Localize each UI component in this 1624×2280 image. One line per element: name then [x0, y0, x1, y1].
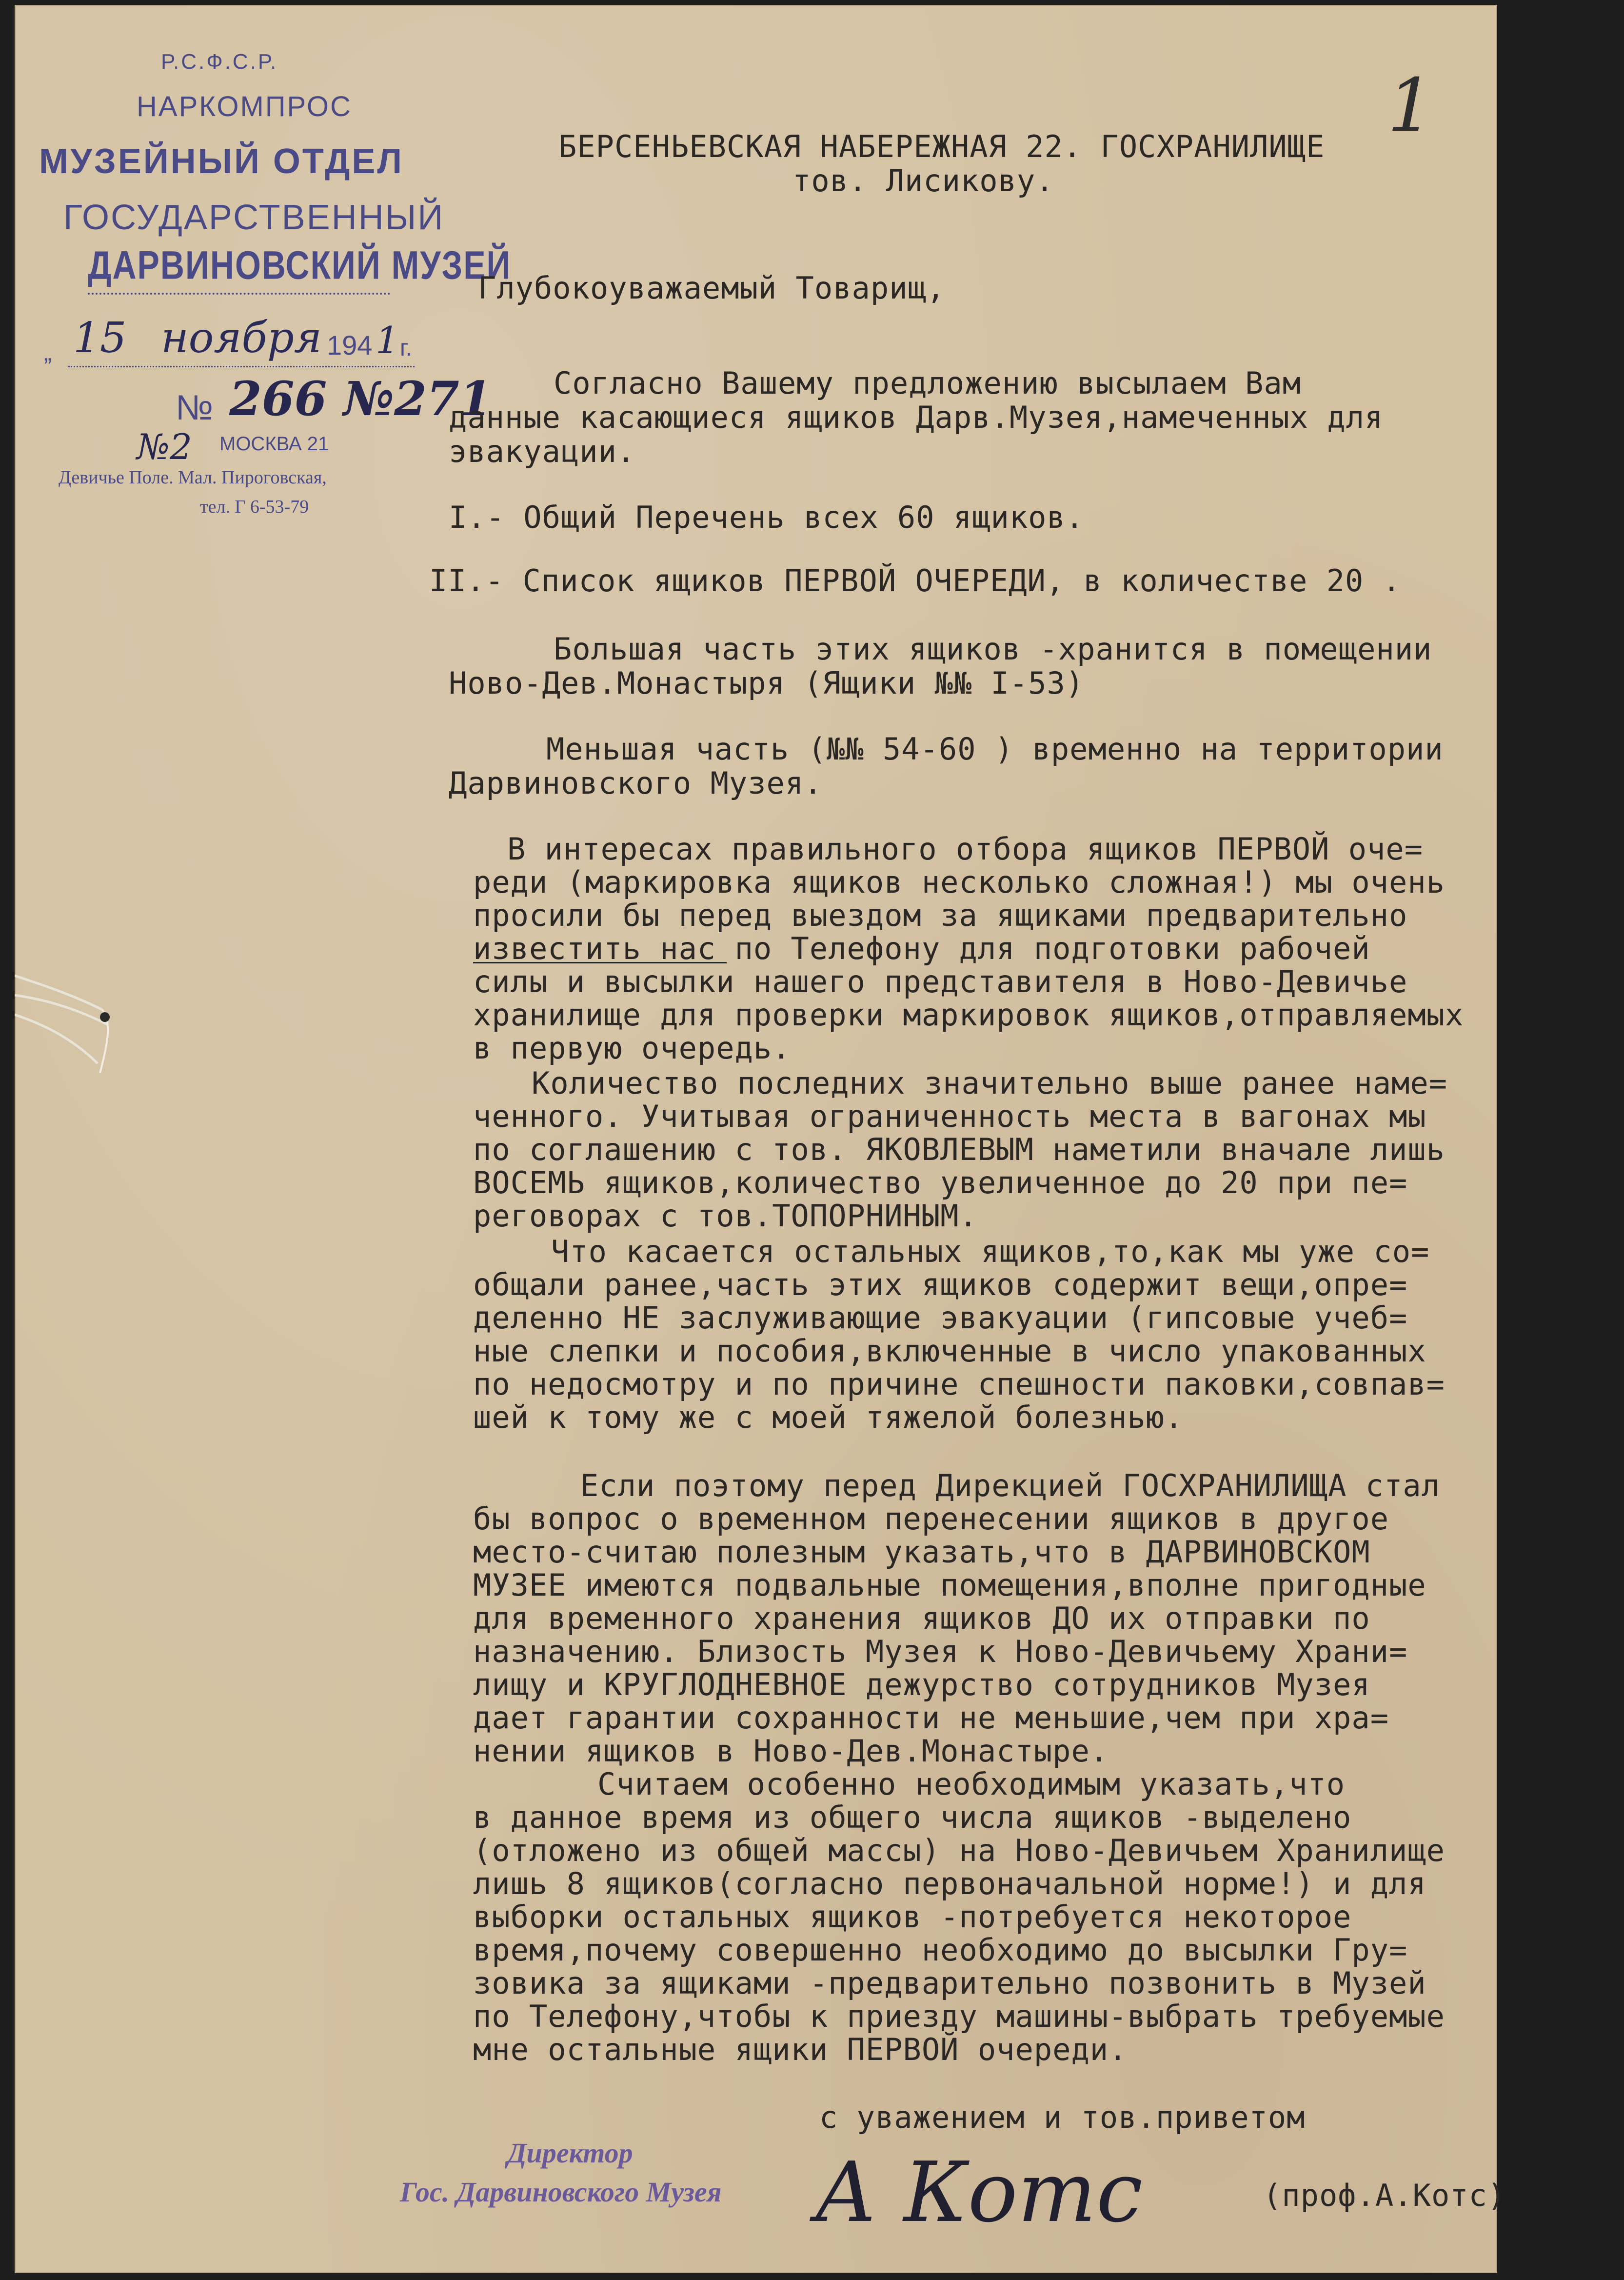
- stamp-address-line1: МОСКВА 21: [219, 433, 329, 455]
- addressee-line2: тов. Лисикову.: [792, 163, 1054, 199]
- body-line: силы и высылки нашего представителя в Ново-Девичье: [473, 964, 1408, 1000]
- body-line: Количество последних значительно выше ранее наме=: [532, 1065, 1448, 1101]
- body-line: бы вопрос о временном перенесении ящиков в другое: [473, 1501, 1389, 1537]
- body-line: место-считаю полезным указать,что в ДАРВИНОВСКОМ: [473, 1534, 1370, 1570]
- stamp-number-hand2: №2: [137, 426, 192, 467]
- document-page: [15, 5, 1506, 2273]
- body-line: мне остальные ящики ПЕРВОЙ очереди.: [473, 2032, 1128, 2067]
- body-line: хранилище для проверки маркировок ящиков,отправляемых: [473, 997, 1464, 1033]
- body-line: эвакуации.: [449, 434, 636, 469]
- body-line: общали ранее,часть этих ящиков содержит вещи,опре=: [473, 1267, 1408, 1302]
- body-line: Согласно Вашему предложению высылаем Вам: [554, 365, 1302, 401]
- stamp-ministry: НАРКОМПРОС: [137, 91, 352, 122]
- body-line: в данное время из общего числа ящиков -выделено: [473, 1800, 1352, 1835]
- stamp-date-month: ноября: [161, 314, 322, 362]
- body-line: выборки остальных ящиков -потребуется некоторое: [473, 1899, 1352, 1935]
- body-line: В интересах правильного отбора ящиков ПЕРВОЙ оче=: [507, 831, 1424, 867]
- body-line: Считаем особенно необходимым указать,что: [597, 1766, 1346, 1802]
- body-line: лишь 8 ящиков(согласно первоначальной норме!) и для: [473, 1866, 1426, 1901]
- addressee-line1: БЕРСЕНЬЕВСКАЯ НАБЕРЕЖНАЯ 22. ГОСХРАНИЛИЩЕ: [558, 129, 1325, 164]
- stamp-divider: [88, 293, 390, 295]
- stamp-date-underline: [68, 366, 415, 367]
- stamp-date-year-prefix: 194: [327, 330, 373, 360]
- body-line: ные слепки и пособия,включенные в число упакованных: [473, 1333, 1426, 1369]
- signature-title-line2: Гос. Дарвиновского Музея: [400, 2176, 722, 2208]
- stamp-country: Р.С.Ф.С.Р.: [161, 50, 278, 74]
- body-line: Если поэтому перед Дирекцией ГОСХРАНИЛИЩА стал: [580, 1468, 1441, 1503]
- stamp-department: МУЗЕЙНЫЙ ОТДЕЛ: [39, 142, 404, 181]
- body-line: реговорах с тов.ТОПОРНИНЫМ.: [473, 1198, 978, 1234]
- telephone-underline: [473, 962, 727, 963]
- body-line: лищу и КРУГЛОДНЕВНОЕ дежурство сотрудников Музея: [473, 1667, 1370, 1702]
- body-line: назначению. Близость Музея к Ново-Девичьему Храни=: [473, 1634, 1408, 1669]
- body-line: деленно НЕ заслуживающие эвакуации (гипсовые учеб=: [473, 1300, 1408, 1336]
- body-line: по соглашению с тов. ЯКОВЛЕВЫМ наметили вначале лишь: [473, 1132, 1446, 1167]
- body-line: Дарвиновского Музея.: [449, 765, 823, 801]
- body-line: дает гарантии сохранности не меньшие,чем при хра=: [473, 1700, 1389, 1736]
- stamp-address-line3: тел. Г 6-53-79: [200, 497, 309, 517]
- body-line: время,почему совершенно необходимо до высылки Гру=: [473, 1932, 1408, 1968]
- stamp-date-day: 15: [73, 314, 127, 362]
- stamp-date-quote-open: „: [44, 340, 52, 366]
- stamp-date-year-suffix: г.: [400, 335, 412, 361]
- body-line: для временного хранения ящиков ДО их отправки по: [473, 1600, 1370, 1636]
- body-line: ченного. Учитывая ограниченность места в вагонах мы: [473, 1099, 1426, 1134]
- body-line: реди (маркировка ящиков несколько сложная!) мы очень: [473, 864, 1446, 900]
- body-line: по Телефону,чтобы к приезду машины-выбрать требуемые: [473, 1999, 1446, 2034]
- body-line: зовика за ящиками -предварительно позвонить в Музей: [473, 1965, 1426, 2001]
- body-line: шей к тому же с моей тяжелой болезнью.: [473, 1400, 1184, 1435]
- body-line: Что касается остальных ящиков,то,как мы уже со=: [551, 1234, 1430, 1269]
- binding-thread: [15, 927, 122, 1083]
- body-line: (отложено из общей массы) на Ново-Девичьем Хранилище: [473, 1833, 1446, 1868]
- stamp-address-line2: Девичье Поле. Мал. Пироговская,: [59, 467, 327, 488]
- stamp-number-label: №: [176, 388, 214, 427]
- body-line: данные касающиеся ящиков Дарв.Музея,намеченных для: [449, 400, 1384, 435]
- signature-typed-name: (проф.А.Котс): [1263, 2178, 1506, 2213]
- body-line: в первую очередь.: [473, 1030, 791, 1066]
- salutation: Глубокоуважаемый Товарищ,: [478, 270, 946, 306]
- stamp-institution-line2: ДАРВИНОВСКИЙ МУЗЕЙ: [88, 243, 512, 288]
- body-line: II.- Список ящиков ПЕРВОЙ ОЧЕРЕДИ, в количестве 20 .: [429, 563, 1402, 599]
- closing: с уважением и тов.приветом: [819, 2100, 1306, 2135]
- body-line: ВОСЕМЬ ящиков,количество увеличенное до 20 при пе=: [473, 1165, 1408, 1200]
- body-line: Большая часть этих ящиков -хранится в помещении: [554, 631, 1432, 667]
- body-line: I.- Общий Перечень всех 60 ящиков.: [449, 500, 1085, 535]
- body-line: МУЗЕЕ имеются подвальные помещения,вполне пригодные: [473, 1567, 1426, 1603]
- body-line: просили бы перед выездом за ящиками предварительно: [473, 898, 1408, 933]
- body-line: по недосмотру и по причине спешности паковки,совпав=: [473, 1366, 1446, 1402]
- body-line: Ново-Дев.Монастыря (Ящики №№ I-53): [449, 665, 1085, 701]
- body-line: Меньшая часть (№№ 54-60 ) временно на территории: [546, 731, 1444, 767]
- page-number: 1: [1387, 63, 1434, 148]
- body-line: нении ящиков в Ново-Дев.Монастыре.: [473, 1733, 1109, 1769]
- stamp-number-hand: 266 №271: [229, 371, 492, 426]
- stamp-date-year-hand: 1: [376, 319, 399, 362]
- signature-handwritten: А Котс: [814, 2144, 1143, 2241]
- signature-title-line1: Директор: [507, 2137, 633, 2169]
- stamp-institution-line1: ГОСУДАРСТВЕННЫЙ: [63, 198, 445, 237]
- body-line: известить нас по Телефону для подготовки рабочей: [473, 931, 1370, 966]
